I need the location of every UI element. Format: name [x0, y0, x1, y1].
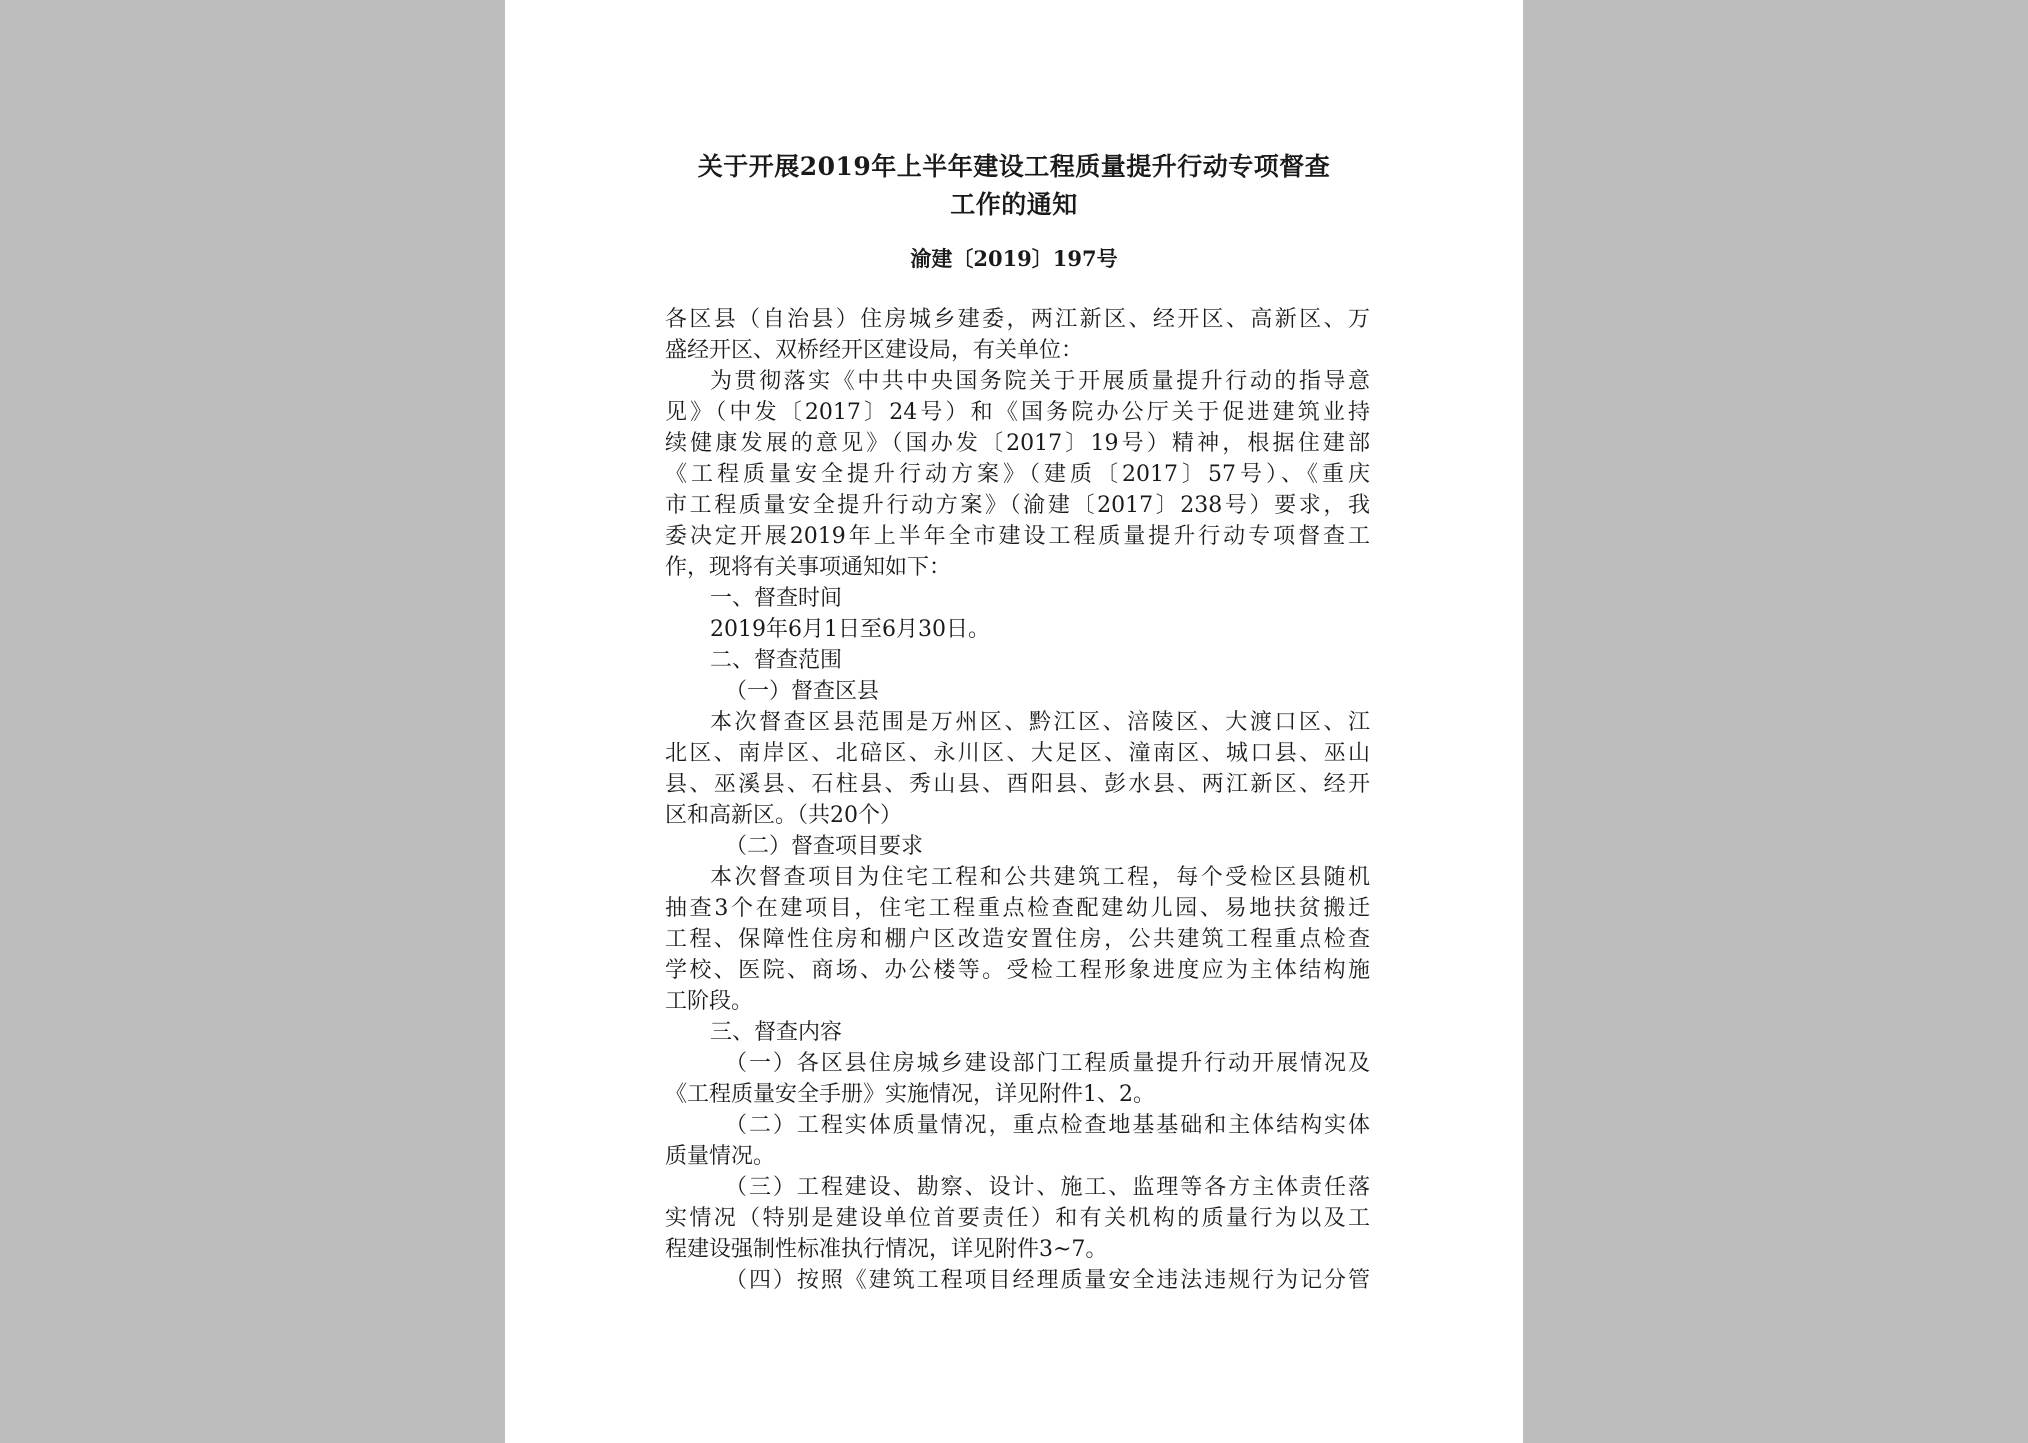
body-line: 本次督查项目为住宅工程和公共建筑工程，每个受检区县随机: [710, 865, 1370, 890]
body-line: （二）工程实体质量情况，重点检查地基基础和主体结构实体: [725, 1113, 1370, 1138]
body-line: 见》（中发〔2017〕24号）和《国务院办公厅关于促进建筑业持: [665, 400, 1370, 425]
section-heading: 一、督查时间: [710, 586, 843, 611]
document-body: [665, 304, 1370, 1296]
section-heading: 二、督查范围: [710, 648, 843, 673]
subsection-heading: （一）督查区县: [725, 679, 880, 704]
body-line: 盛经开区、双桥经开区建设局，有关单位：: [665, 338, 1084, 363]
body-line: 工程、保障性住房和棚户区改造安置住房，公共建筑工程重点检查: [665, 927, 1370, 952]
body-line: 各区县（自治县）住房城乡建委，两江新区、经开区、高新区、万: [665, 307, 1370, 332]
body-line: 北区、南岸区、北碚区、永川区、大足区、潼南区、城口县、巫山: [665, 741, 1370, 766]
body-line: 程建设强制性标准执行情况，详见附件3~7。: [665, 1237, 1108, 1262]
body-line: 《工程质量安全手册》实施情况，详见附件1、2。: [665, 1082, 1155, 1107]
body-line: 本次督查区县范围是万州区、黔江区、涪陵区、大渡口区、江: [710, 710, 1370, 735]
document-number: 渝建〔2019〕197号: [910, 246, 1118, 271]
body-line: 作，现将有关事项通知如下：: [665, 555, 952, 580]
document-title: [505, 148, 1523, 224]
title-line: 关于开展2019年上半年建设工程质量提升行动专项督查: [697, 152, 1331, 181]
body-line: （一）各区县住房城乡建设部门工程质量提升行动开展情况及: [725, 1051, 1370, 1076]
body-line: 质量情况。: [665, 1144, 776, 1169]
section-heading: 三、督查内容: [710, 1020, 843, 1045]
body-line: 县、巫溪县、石柱县、秀山县、酉阳县、彭水县、两江新区、经开: [665, 772, 1370, 797]
body-line: 为贯彻落实《中共中央国务院关于开展质量提升行动的指导意: [710, 369, 1370, 394]
body-line: 《工程质量安全提升行动方案》（建质〔2017〕57号）、《重庆: [665, 462, 1370, 487]
body-line: （四）按照《建筑工程项目经理质量安全违法违规行为记分管: [725, 1268, 1370, 1293]
body-line: 抽查3个在建项目，住宅工程重点检查配建幼儿园、易地扶贫搬迁: [665, 896, 1370, 921]
body-line: 区和高新区。（共20个）: [665, 803, 902, 828]
body-line: 2019年6月1日至6月30日。: [710, 617, 990, 642]
subsection-heading: （二）督查项目要求: [725, 834, 924, 859]
body-line: 工阶段。: [665, 989, 754, 1014]
body-line: 学校、医院、商场、办公楼等。受检工程形象进度应为主体结构施: [665, 958, 1370, 983]
body-line: 实情况（特别是建设单位首要责任）和有关机构的质量行为以及工: [665, 1206, 1370, 1231]
document-page: [505, 0, 1523, 1443]
body-line: （三）工程建设、勘察、设计、施工、监理等各方主体责任落: [725, 1175, 1370, 1200]
body-line: 续健康发展的意见》（国办发〔2017〕19号）精神，根据住建部: [665, 431, 1370, 456]
title-line: 工作的通知: [950, 190, 1078, 219]
body-line: 委决定开展2019年上半年全市建设工程质量提升行动专项督查工: [665, 524, 1370, 549]
body-line: 市工程质量安全提升行动方案》（渝建〔2017〕238号）要求，我: [665, 493, 1370, 518]
